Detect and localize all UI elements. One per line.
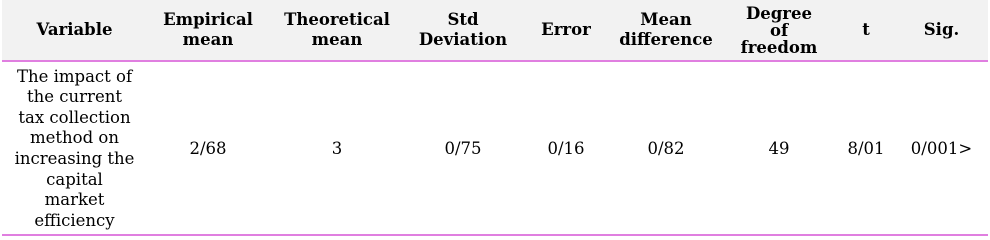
cell-theoretical-mean: 3 xyxy=(331,138,343,158)
header-error: Error xyxy=(541,20,591,39)
cell-empirical-mean: 2/68 xyxy=(189,138,227,158)
header-t: t xyxy=(862,20,870,39)
header-sig: Sig. xyxy=(923,20,960,39)
cell-error: 0/16 xyxy=(547,138,585,158)
statistics-table xyxy=(2,0,988,238)
cell-degree-of-freedom: 49 xyxy=(768,138,790,158)
header-mean-difference: Mean difference xyxy=(619,10,713,49)
header-theoretical-mean: Theoretical mean xyxy=(284,10,390,49)
header-degree-of-freedom: Degree of freedom xyxy=(740,3,818,57)
header-empirical-mean: Empirical mean xyxy=(163,10,253,49)
cell-t: 8/01 xyxy=(847,138,885,158)
cell-sig: 0/001> xyxy=(910,138,973,158)
table-bottom-rule xyxy=(2,234,988,236)
cell-mean-difference: 0/82 xyxy=(647,138,685,158)
table-row xyxy=(2,64,988,234)
cell-variable: The impact of the current tax collection method on increasing the capital market efficiency xyxy=(14,66,135,230)
table-header-row xyxy=(2,0,988,62)
header-std-deviation: Std Deviation xyxy=(418,10,508,49)
header-variable: Variable xyxy=(36,20,113,39)
cell-std-deviation: 0/75 xyxy=(444,138,482,158)
